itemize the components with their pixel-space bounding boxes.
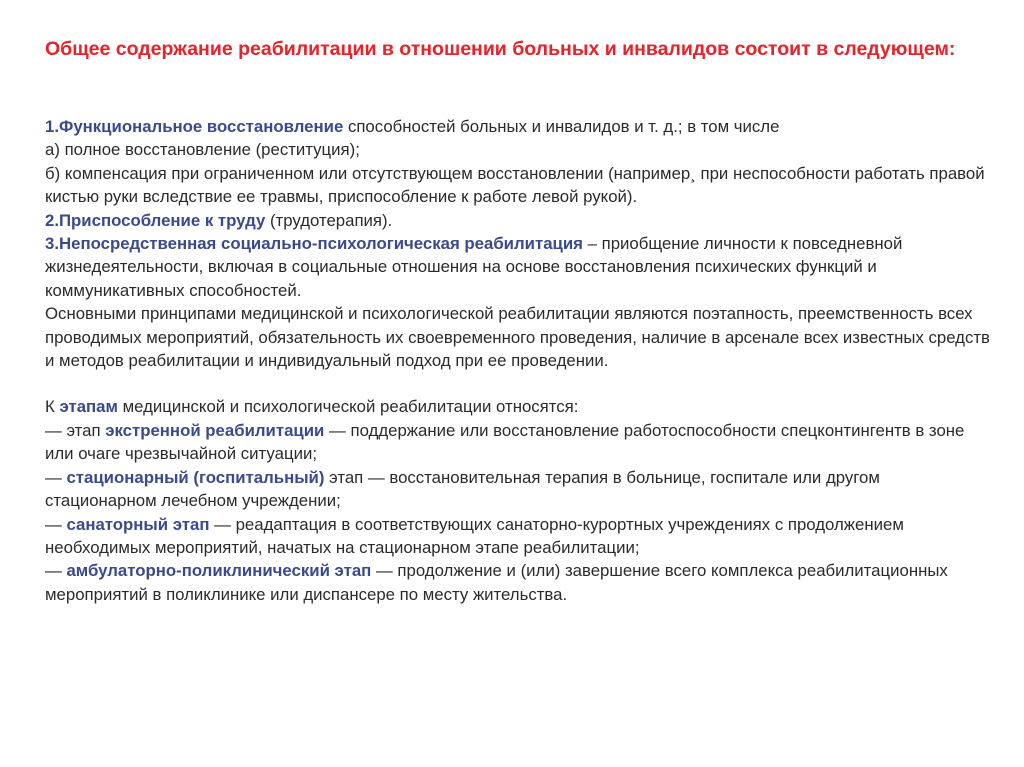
term-outpatient-stage: амбулаторно-поликлинический этап (66, 561, 372, 581)
term-stages: этапам (59, 397, 118, 417)
item-functional-restoration-text: способностей больных и инвалидов и т. д.; в том числе (343, 117, 780, 136)
stage-item-emergency (45, 419, 995, 466)
item-labor-adaptation-text: (трудотерапия). (265, 210, 393, 230)
stage-item-text: — реадаптация в соответствующих санаторно-курортных учреждениях с продолжением необходимых мероприятий, начатых на стационарном этапе реабилитации; (45, 514, 904, 557)
item-social-psych-rehab-text: – приобщение личности к повседневной жизнедеятельности, включая в социальные отношения на основе восстановления психических функций и коммуникативных способностей. (45, 234, 903, 300)
term-emergency-rehab: экстренной реабилитации (105, 420, 325, 440)
slide-body (45, 115, 995, 606)
item-labor-adaptation (45, 209, 995, 232)
stage-item-dash: — этап (45, 420, 106, 440)
item-functional-restoration (45, 115, 995, 138)
stage-item-dash: — (45, 514, 67, 534)
item-functional-restoration-b: б) компенсация при ограниченном или отсутствующем восстановлении (например¸ при неспособности работать правой кистью руки вследствие ее травмы, приспособление к работе левой рукой). (45, 163, 985, 207)
stages-intro (45, 395, 995, 418)
stage-item-text: — поддержание или восстановление работоспособности спецконтингентв в зоне или очаге чрезвычайной ситуации; (45, 420, 965, 464)
slide-heading: Общее содержание реабилитации в отношении больных и инвалидов состоит в следующем: (45, 38, 956, 60)
stage-item-sanatorium (45, 513, 995, 560)
stage-item-hospital (45, 466, 995, 513)
stage-item-outpatient (45, 559, 995, 606)
stage-item-dash: — (45, 561, 67, 581)
item-functional-restoration-a: а) полное восстановление (реституция); (45, 140, 360, 160)
stage-item-text: этап — восстановительная терапия в больнице, госпитале или другом стационарном лечебном учреждении; (45, 467, 880, 511)
term-sanatorium-stage: санаторный этап (66, 514, 210, 534)
term-functional-restoration: 1.Функциональное восстановление (45, 117, 344, 136)
item-social-psych-rehab (45, 232, 995, 302)
term-social-psych-rehab: 3.Непосредственная социально-психологическая реабилитация (45, 234, 583, 254)
stages-intro-post: медицинской и психологической реабилитации относятся: (117, 397, 579, 417)
term-hospital-stage: стационарный (госпитальный) (66, 467, 325, 487)
term-labor-adaptation: 2.Приспособление к труду (45, 210, 266, 230)
principles-paragraph: Основными принципами медицинской и психологической реабилитации являются поэтапность, преемственность всех проводимых мероприятий, обязательность их своевременного проведения, наличие в арсенале всех известных средств и методов реабилитации и индивидуальный подход при ее проведении. (45, 304, 990, 371)
stage-item-text: — продолжение и (или) завершение всего комплекса реабилитационных мероприятий в поликлинике или диспансере по месту жительства. (45, 561, 948, 604)
paragraph-gap (45, 372, 995, 395)
stage-item-dash: — (45, 467, 67, 487)
stages-intro-pre: К (45, 397, 60, 417)
